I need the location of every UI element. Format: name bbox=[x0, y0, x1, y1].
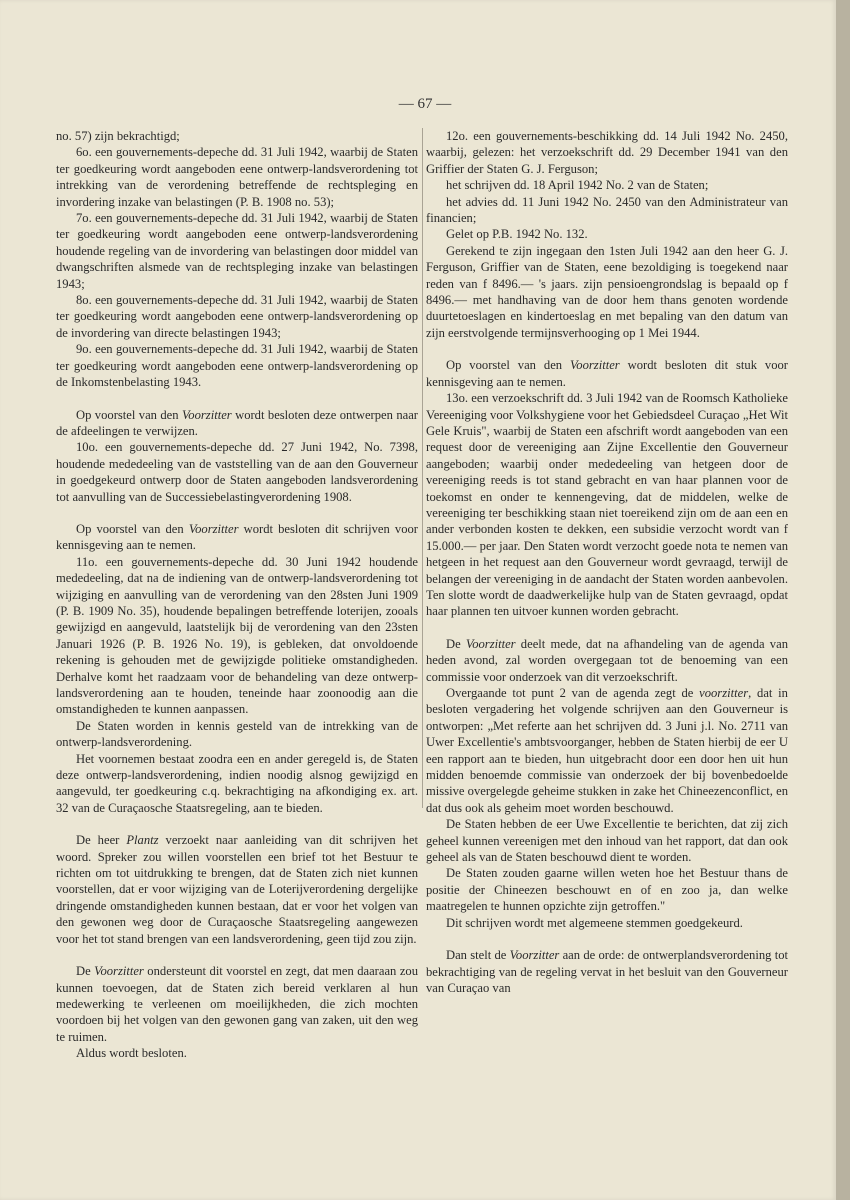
left-paragraph: De heer Plantz verzoekt naar aanleiding van dit schrijven het woord. Spreker zou willen voorstellen een brief tot het Bestuur te richten om tot uitdrukking te brengen, dat de Staten zich niet kunnen voorstellen, dat er voor wijziging van de Loterijverordening dergelijke dringende omstandigheden kunnen bestaan, dat er voor het volgen van den gewonen weg door de Curaçaosche Staatsregeling aangewezen voor het tot stand brengen van een landsverordening, geen tijd zou zijn. bbox=[56, 833, 418, 946]
paragraph-gap bbox=[56, 505, 418, 521]
right-paragraph: De Staten hebben de eer Uwe Excellentie te berichten, dat zij zich geheel kunnen vereenigen met den inhoud van het rapport, dat dan ook geheel als van de Staten beschouwd dient te worden. bbox=[426, 817, 788, 865]
right-paragraph: het schrijven dd. 18 April 1942 No. 2 van de Staten; bbox=[446, 178, 709, 193]
left-paragraph: 8o. een gouvernements-depeche dd. 31 Juli 1942, waarbij de Staten ter goedkeuring wordt aangeboden eene ontwerp-landsverordening op de invordering van directe belastingen 1943; bbox=[56, 293, 418, 340]
left-paragraph: Het voornemen bestaat zoodra een en ander geregeld is, de Staten deze ontwerp-landsverordening, indien noodig alsnog gewijzigd en aangevuld, ter goedkeuring c.q. bekrachtiging na afkondiging ex. art. 32 van de Curaçaosche Staatsregeling, aan te bieden. bbox=[56, 751, 418, 815]
right-paragraph: het advies dd. 11 Juni 1942 No. 2450 van den Administrateur van financien; bbox=[426, 194, 788, 226]
left-paragraph: Op voorstel van den Voorzitter wordt besloten deze ontwerpen naar de afdeelingen te verwijzen. bbox=[56, 407, 418, 438]
paragraph-gap bbox=[56, 391, 418, 407]
left-paragraph: 10o. een gouvernements-depeche dd. 27 Juni 1942, No. 7398, houdende mededeeling van de vaststelling van de aan den Gouverneur in goedgekeurd ontwerp door de Staten aangeboden landsverordening tot aanvulling van de Successiebelastingverordening 1908. bbox=[56, 440, 418, 504]
left-paragraph: De Voorzitter ondersteunt dit voorstel en zegt, dat men daaraan zou kunnen toevoegen, dat de Staten zich bereid verklaren al hun medewerking te verleenen om moeilijkheden, die zich mochten voordoen bij het volgen van den gewonen gang van zaken, uit den weg te ruimen. bbox=[56, 964, 418, 1044]
page-number: — 67 — bbox=[398, 96, 452, 112]
right-paragraph: Op voorstel van den Voorzitter wordt besloten dit stuk voor kennisgeving aan te nemen. bbox=[426, 358, 788, 389]
left-paragraph: De Staten worden in kennis gesteld van de intrekking van de ontwerp-landsverordening. bbox=[56, 718, 418, 750]
right-paragraph: Overgaande tot punt 2 van de agenda zegt de voorzitter, dat in besloten vergadering het volgende schrijven aan den Gouverneur is ontworpen: „Met referte aan het schrijven dd. 3 Juni j.l. No. 2711 van Uwer Excellentie's ambtsvoorganger, hebben de Staten hierbij de eer U een rapport aan te bieden, hun uitgebracht door een door hen uit hun midden benoemde commissie van onderzoek der bij bovenbedoelde missive overgelegde geheime stukken in zake het Chineezenconflict, en dat dus ook als geheim moet worden beschouwd. bbox=[426, 686, 788, 815]
right-column bbox=[426, 128, 788, 996]
right-paragraph: Gerekend te zijn ingegaan den 1sten Juli 1942 aan den heer G. J. Ferguson, Griffier van de Staten, eene bezoldiging is toegekend naar reden van f 8496.— 's jaars. zijn pensioengrondslag is bepaald op f 8496.— met handhaving van de door hem thans genoten wordende duurtetoeslagen en kindertoeslag en met bepaling van den datum van zijn eerstvolgende termijnsverhooging op 1 Mei 1944. bbox=[426, 243, 788, 340]
paragraph-gap bbox=[56, 816, 418, 832]
left-paragraph: 9o. een gouvernements-depeche dd. 31 Juli 1942, waarbij de Staten ter goedkeuring wordt aangeboden eene ontwerp-landsverordening op de Inkomstenbelasting 1943. bbox=[56, 342, 418, 390]
left-paragraph: Aldus wordt besloten. bbox=[76, 1046, 187, 1061]
paragraph-gap bbox=[426, 341, 788, 357]
right-paragraph: 13o. een verzoekschrift dd. 3 Juli 1942 van de Roomsch Katholieke Vereeniging voor Volkshygiene voor het Gebiedsdeel Curaçao „Het Wit Gele Kruis", waarbij de Staten een afschrift wordt aangeboden van een request door de vereeniging aan Zijne Excellentie den Gouverneur aangeboden; waarbij onder mededeeling van hetgeen door de vereeniging reeds is tot stand gebracht en van haar plannen voor de toekomst en onder te kennengeving, dat de middelen, welke de vereeniging ter beschikking staan niet toereikend zijn om de aan een en ander verbonden kosten te dekken, een subsidie verzocht wordt van f 15.000.— per jaar. Den Staten wordt verzocht goede nota te nemen van hetgeen in het request aan den Gouverneur wordt gevraagd, terwijl de belangen der vereeniging in de aandacht der Staten worden aanbevolen. Ten slotte wordt de daadwerkelijke hulp van de Staten gevraagd, opdat haar plannen ten uitvoer kunnen worden gebracht. bbox=[426, 391, 788, 619]
left-paragraph: no. 57) zijn bekrachtigd; bbox=[56, 129, 180, 143]
left-paragraph: Op voorstel van den Voorzitter wordt besloten dit schrijven voor kennisgeving aan te nemen. bbox=[56, 521, 418, 553]
right-paragraph: Gelet op P.B. 1942 No. 132. bbox=[446, 227, 588, 242]
right-paragraph: Dan stelt de Voorzitter aan de orde: de ontwerplandsverordening tot bekrachtiging van de regeling vervat in het besluit van den Gouverneur van Curaçao van bbox=[426, 948, 788, 995]
paragraph-gap bbox=[426, 620, 788, 636]
column-divider bbox=[422, 128, 423, 808]
right-paragraph: 12o. een gouvernements-beschikking dd. 14 Juli 1942 No. 2450, waarbij, gelezen: het verzoekschrift dd. 29 December 1941 van den Griffier der Staten G. J. Ferguson; bbox=[426, 129, 788, 176]
right-paragraph: De Voorzitter deelt mede, dat na afhandeling van de agenda van heden avond, zal worden overgegaan tot de benoeming van een commissie voor onderzoek van dit verzoekschrift. bbox=[426, 636, 788, 684]
left-paragraph: 6o. een gouvernements-depeche dd. 31 Juli 1942, waarbij de Staten ter goedkeuring wordt aangeboden eene ontwerp-landsverordening tot intrekking van de verordening betreffende de rechtspleging en invordering inzake van belastingen (P. B. 1908 no. 53); bbox=[56, 145, 418, 209]
paragraph-gap bbox=[56, 947, 418, 963]
right-paragraph: De Staten zouden gaarne willen weten hoe het Bestuur thans de positie der Chineezen beschouwt en of en zoo ja, dan welke maatregelen te hunnen opzichte zijn getroffen." bbox=[426, 866, 788, 914]
left-paragraph: 11o. een gouvernements-depeche dd. 30 Juni 1942 houdende mededeeling, dat na de indiening van de ontwerp-landsverordening tot wijziging en aanvulling van de verordening van den 28sten Juni 1909 (P. B. 1909 No. 35), houdende bepalingen betreffende loterijen, zooals gewijzigd en aangevuld, laatstelijk bij de verordening van den 23sten Januari 1926 (P. B. 1926 No. 19), is gebleken, dat onvoldoende rekening is gehouden met de gewijzigde politieke omstandigheden. Derhalve komt het raadzaam voor de behandeling van deze ontwerp-landsverordening aan te houden, teneinde haar zoonoodig aan die omstandigheden te kunnen aanpassen. bbox=[56, 554, 418, 717]
left-paragraph: 7o. een gouvernements-depeche dd. 31 Juli 1942, waarbij de Staten ter goedkeuring wordt aangeboden eene ontwerp-landsverordening houdende regeling van de invordering van belastingen door middel van dwangschriften alsmede van de rechtspleging inzake van belastingen 1943; bbox=[56, 211, 418, 291]
paragraph-gap bbox=[426, 931, 788, 947]
right-paragraph: Dit schrijven wordt met algemeene stemmen goedgekeurd. bbox=[446, 915, 743, 930]
left-column bbox=[56, 128, 418, 1062]
page-edge bbox=[836, 0, 850, 1200]
